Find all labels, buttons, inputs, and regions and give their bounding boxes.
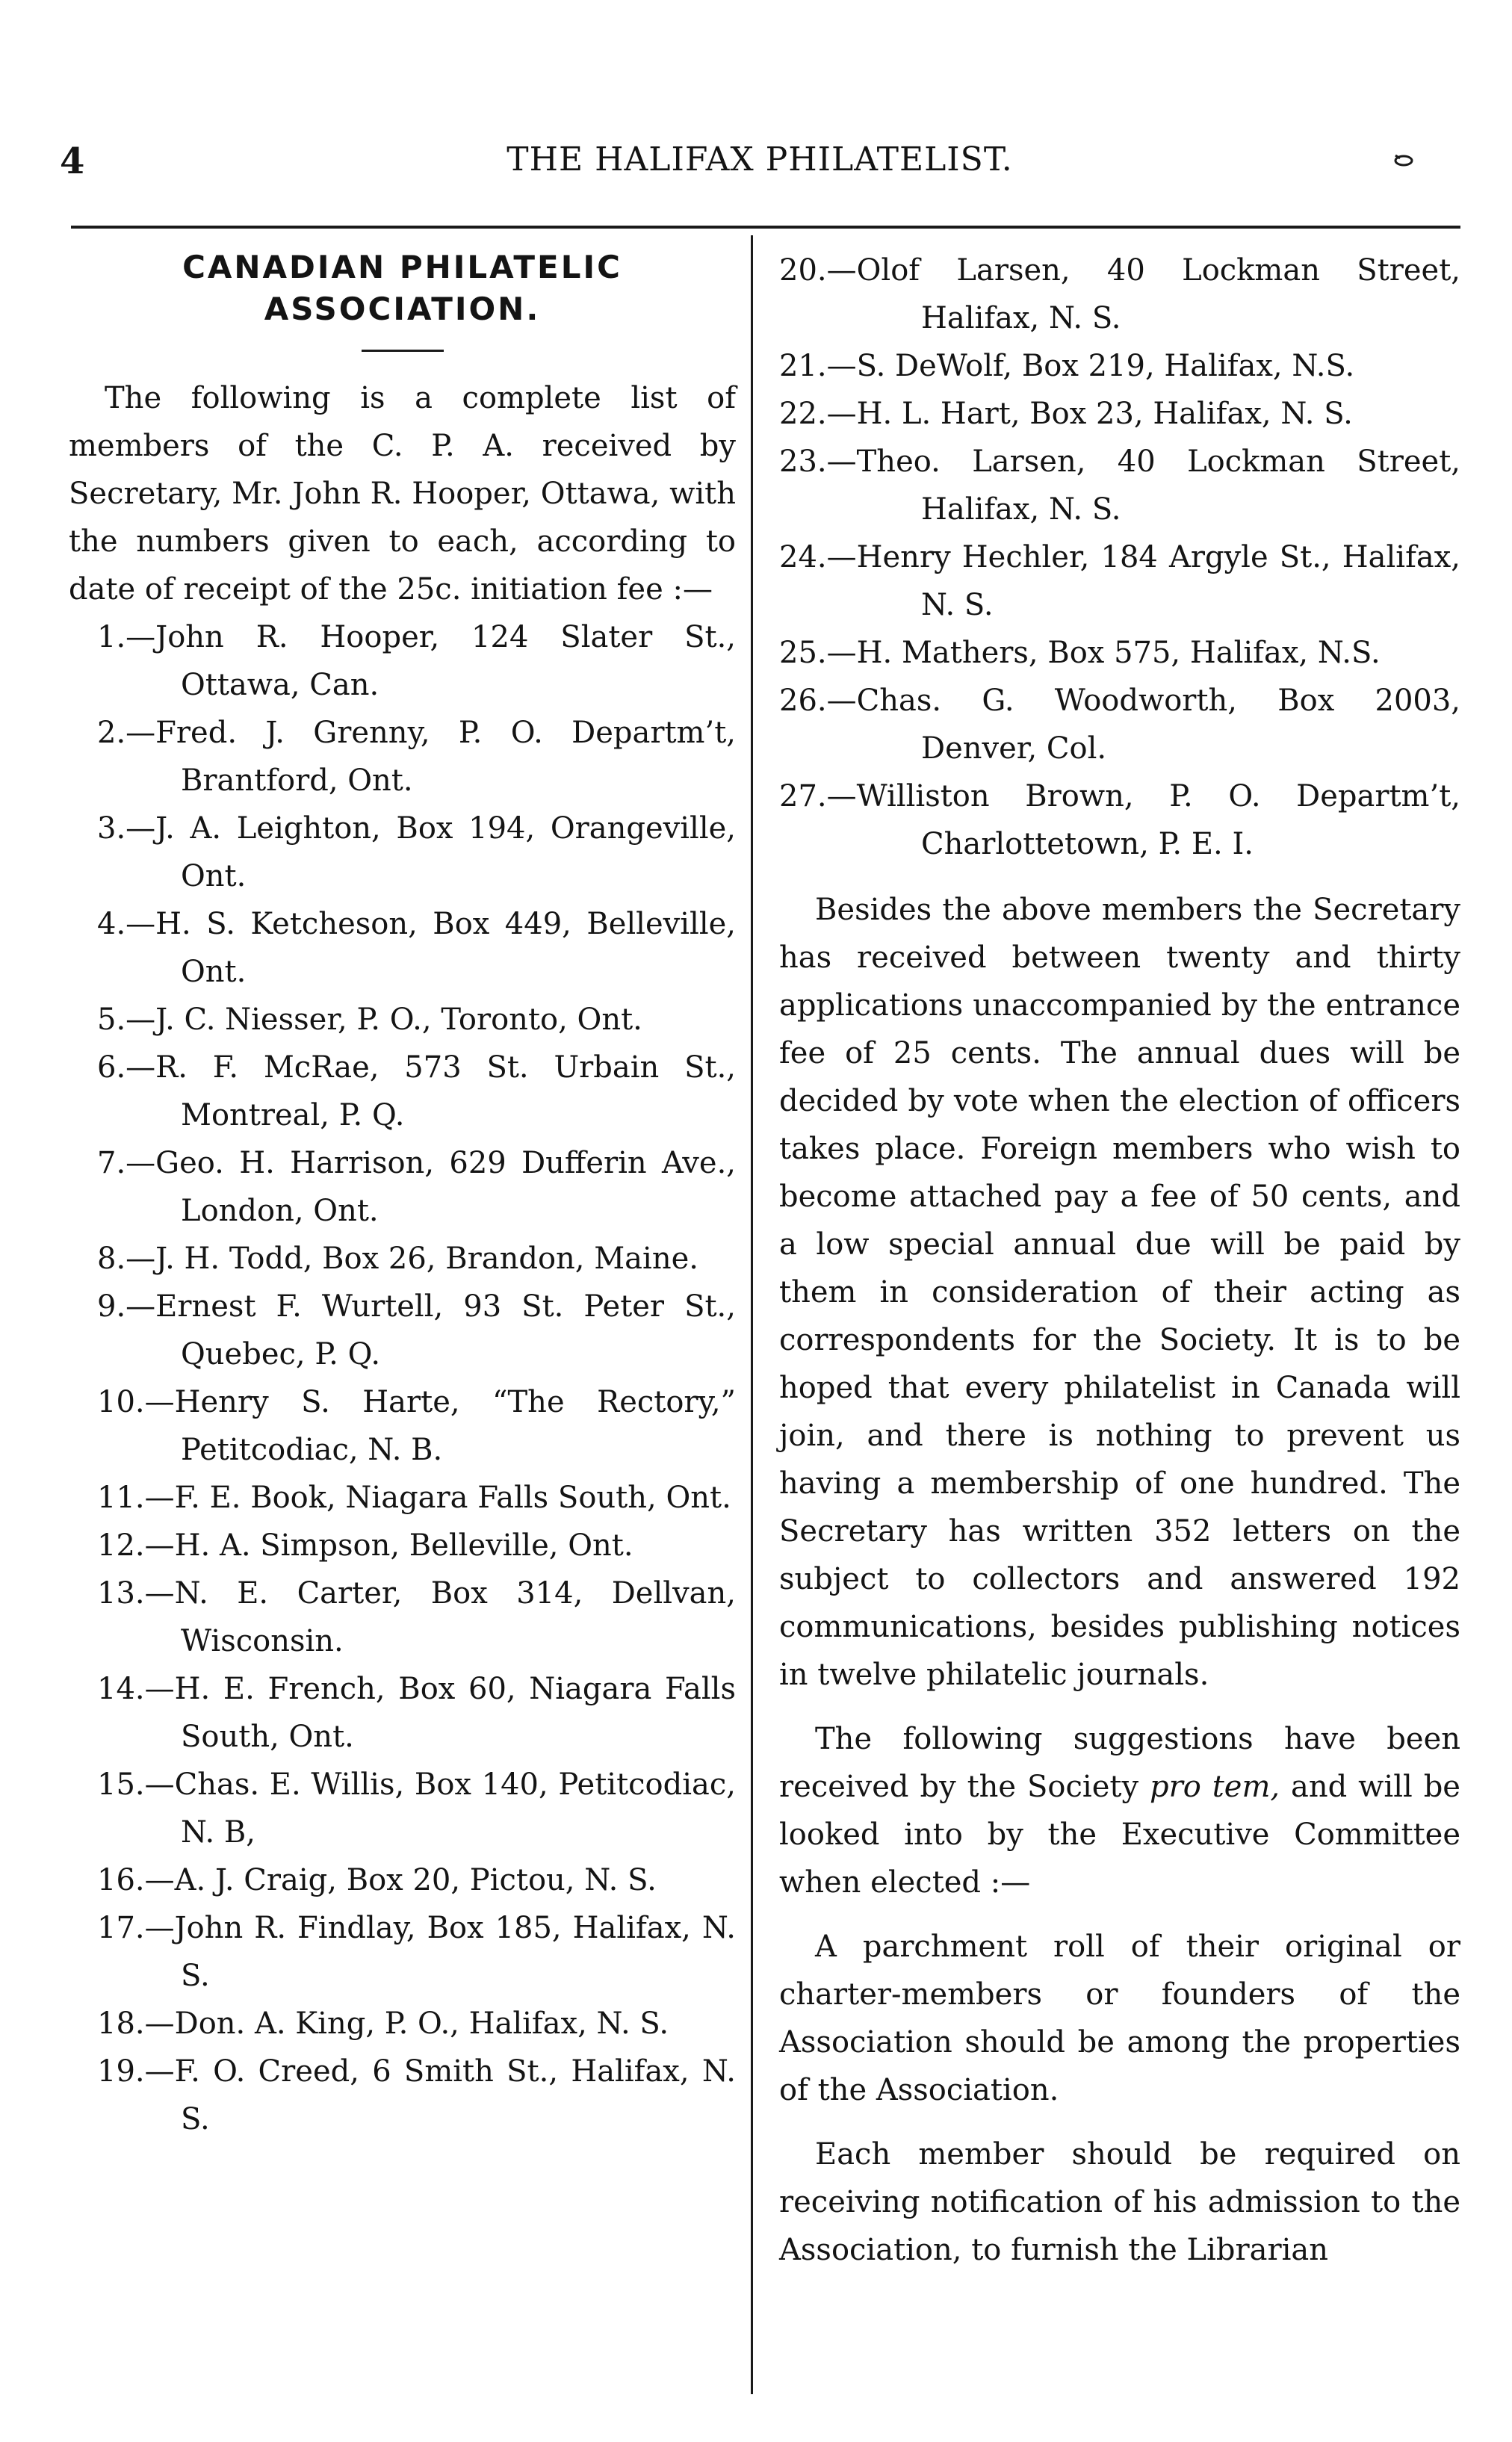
member-text: Chas. E. Willis, Box 140, Petitcodiac, N. B,	[174, 1767, 736, 1850]
member-number: 12.	[97, 1528, 145, 1563]
heading-rule	[362, 350, 444, 352]
member-number: 23.	[779, 444, 827, 479]
member-number: 21.	[779, 349, 827, 383]
member-text: H. S. Ketcheson, Box 449, Belleville, Ont.	[155, 907, 736, 989]
member-text: H. Mathers, Box 575, Halifax, N.S.	[856, 636, 1381, 670]
member-number: 25.	[779, 636, 827, 670]
right-column	[779, 247, 1460, 2290]
member-entry	[69, 1139, 736, 1235]
member-dash: —	[826, 684, 857, 718]
member-entry	[69, 1378, 736, 1474]
member-entry	[779, 772, 1460, 868]
header-rule	[71, 226, 1460, 229]
member-dash: —	[826, 397, 857, 431]
running-head	[60, 140, 1460, 193]
member-list-left	[69, 613, 736, 2143]
member-list-right	[779, 247, 1460, 868]
member-dash: —	[126, 1146, 156, 1180]
suggestions-text-end: and will be looked into by the Executive Committee when elected :—	[779, 1770, 1460, 1900]
member-entry	[69, 2048, 736, 2143]
member-dash: —	[144, 1863, 175, 1897]
member-entry	[779, 438, 1460, 533]
member-number: 1.	[97, 620, 126, 654]
member-text: J. C. Niesser, P. O., Toronto, Ont.	[155, 1002, 642, 1037]
member-text: F. E. Book, Niagara Falls South, Ont.	[174, 1481, 731, 1515]
member-entry	[69, 1474, 736, 1522]
member-number: 5.	[97, 1002, 126, 1037]
member-text: Geo. H. Harrison, 629 Dufferin Ave., London, Ont.	[155, 1146, 736, 1228]
member-dash: —	[826, 540, 857, 574]
member-dash: —	[126, 716, 156, 750]
member-dash: —	[144, 1911, 175, 1945]
member-entry	[69, 900, 736, 996]
parchment-paragraph: A parchment roll of their original or charter-members or founders of the Association should be among the properties of the Association.	[779, 1930, 1460, 2107]
member-dash: —	[126, 811, 156, 846]
member-entry	[69, 1044, 736, 1139]
member-dash: —	[144, 1672, 175, 1706]
article-heading	[69, 247, 736, 330]
member-dash: —	[126, 1242, 156, 1276]
member-entry	[779, 342, 1460, 390]
each-member-paragraph: Each member should be required on receiving notification of his admission to the Association, to furnish the Librarian	[779, 2137, 1460, 2267]
member-number: 3.	[97, 811, 126, 846]
member-number: 15.	[97, 1767, 145, 1802]
member-number: 20.	[779, 253, 827, 288]
member-text: John R. Findlay, Box 185, Halifax, N. S.	[174, 1911, 736, 1993]
member-number: 22.	[779, 397, 827, 431]
member-entry	[69, 1856, 736, 1904]
member-number: 8.	[97, 1242, 126, 1276]
member-text: J. A. Leighton, Box 194, Orangeville, Ont.	[155, 811, 736, 893]
member-number: 4.	[97, 907, 126, 941]
member-number: 9.	[97, 1289, 126, 1324]
member-number: 11.	[97, 1481, 145, 1515]
member-text: H. L. Hart, Box 23, Halifax, N. S.	[856, 397, 1353, 431]
member-text: Henry S. Harte, “The Rectory,” Petitcodiac, N. B.	[174, 1385, 736, 1467]
member-text: Henry Hechler, 184 Argyle St., Halifax, N. S.	[856, 540, 1460, 622]
member-entry	[69, 1569, 736, 1665]
member-number: 18.	[97, 2006, 145, 2041]
member-dash: —	[826, 444, 857, 479]
article-heading-line2: ASSOCIATION.	[264, 291, 541, 327]
member-dash: —	[826, 349, 857, 383]
member-dash: —	[144, 2054, 175, 2089]
member-text: H. E. French, Box 60, Niagara Falls South, Ont.	[174, 1672, 736, 1754]
member-number: 24.	[779, 540, 827, 574]
column-divider	[751, 235, 753, 2394]
member-dash: —	[144, 1576, 175, 1611]
member-dash: —	[826, 636, 857, 670]
member-dash: —	[144, 1481, 175, 1515]
member-text: J. H. Todd, Box 26, Brandon, Maine.	[155, 1242, 698, 1276]
member-entry	[69, 805, 736, 900]
member-text: Theo. Larsen, 40 Lockman Street, Halifax, N. S.	[856, 444, 1460, 527]
member-number: 2.	[97, 716, 126, 750]
member-text: Don. A. King, P. O., Halifax, N. S.	[174, 2006, 669, 2041]
member-dash: —	[826, 253, 857, 288]
member-dash: —	[126, 1050, 156, 1085]
article-heading-line1: CANADIAN PHILATELIC	[182, 249, 622, 285]
left-column	[69, 247, 736, 2143]
suggestions-paragraph	[779, 1715, 1460, 1906]
member-text: H. A. Simpson, Belleville, Ont.	[174, 1528, 633, 1563]
member-entry	[779, 390, 1460, 438]
member-number: 10.	[97, 1385, 145, 1419]
member-entry	[779, 629, 1460, 677]
member-dash: —	[144, 1385, 175, 1419]
member-entry	[69, 1522, 736, 1569]
member-text: John R. Hooper, 124 Slater St., Ottawa, Can.	[155, 620, 736, 702]
member-dash: —	[144, 1767, 175, 1802]
member-entry	[779, 677, 1460, 772]
member-entry	[779, 247, 1460, 342]
ornament-icon	[1392, 152, 1415, 167]
member-text: Fred. J. Grenny, P. O. Departm’t, Brantford, Ont.	[155, 716, 736, 798]
member-text: R. F. McRae, 573 St. Urbain St., Montreal, P. Q.	[155, 1050, 736, 1132]
member-number: 26.	[779, 684, 827, 718]
member-text: N. E. Carter, Box 314, Dellvan, Wisconsin.	[174, 1576, 736, 1658]
member-dash: —	[126, 907, 156, 941]
intro-paragraph: The following is a complete list of members of the C. P. A. received by Secretary, Mr. John R. Hooper, Ottawa, with the numbers given to each, according to date of receipt of the 25c. initiation fee :—	[69, 381, 736, 607]
member-number: 7.	[97, 1146, 126, 1180]
page-number: 4	[60, 140, 85, 182]
member-entry	[69, 1761, 736, 1856]
member-entry	[69, 1235, 736, 1283]
member-entry	[69, 613, 736, 709]
member-entry	[779, 533, 1460, 629]
member-dash: —	[144, 2006, 175, 2041]
member-text: Williston Brown, P. O. Departm’t, Charlottetown, P. E. I.	[856, 779, 1460, 861]
member-text: S. DeWolf, Box 219, Halifax, N.S.	[856, 349, 1355, 383]
member-number: 13.	[97, 1576, 145, 1611]
suggestions-text-start: The following suggestions have been received by the Society	[779, 1722, 1460, 1804]
member-entry	[69, 996, 736, 1044]
member-text: Olof Larsen, 40 Lockman Street, Halifax, N. S.	[856, 253, 1460, 335]
journal-title: THE HALIFAX PHILATELIST.	[506, 140, 1013, 179]
member-text: A. J. Craig, Box 20, Pictou, N. S.	[174, 1863, 657, 1897]
member-dash: —	[126, 1289, 156, 1324]
member-entry	[69, 709, 736, 805]
member-entry	[69, 1904, 736, 2000]
member-entry	[69, 1665, 736, 1761]
member-entry	[69, 2000, 736, 2048]
member-dash: —	[144, 1528, 175, 1563]
member-text: Chas. G. Woodworth, Box 2003, Denver, Col.	[856, 684, 1460, 766]
member-number: 19.	[97, 2054, 145, 2089]
besides-paragraph: Besides the above members the Secretary has received between twenty and thirty applications unaccompanied by the entrance fee of 25 cents. The annual dues will be decided by vote when the election of officers takes place. Foreign members who wish to become attached pay a fee of 50 cents, and a low special annual due will be paid by them in consideration of their acting as correspondents for the Society. It is to be hoped that every philatelist in Canada will join, and there is nothing to prevent us having a membership of one hundred. The Secretary has written 352 letters on the subject to collectors and answered 192 communications, besides publishing notices in twelve philatelic journals.	[779, 893, 1460, 1692]
member-number: 16.	[97, 1863, 145, 1897]
member-entry	[69, 1283, 736, 1378]
member-number: 6.	[97, 1050, 126, 1085]
member-dash: —	[126, 1002, 156, 1037]
suggestions-italic: pro tem,	[1149, 1770, 1280, 1804]
member-number: 14.	[97, 1672, 145, 1706]
member-dash: —	[826, 779, 857, 814]
member-text: F. O. Creed, 6 Smith St., Halifax, N. S.	[174, 2054, 736, 2136]
member-number: 17.	[97, 1911, 145, 1945]
member-number: 27.	[779, 779, 827, 814]
member-dash: —	[126, 620, 156, 654]
member-text: Ernest F. Wurtell, 93 St. Peter St., Quebec, P. Q.	[155, 1289, 736, 1372]
